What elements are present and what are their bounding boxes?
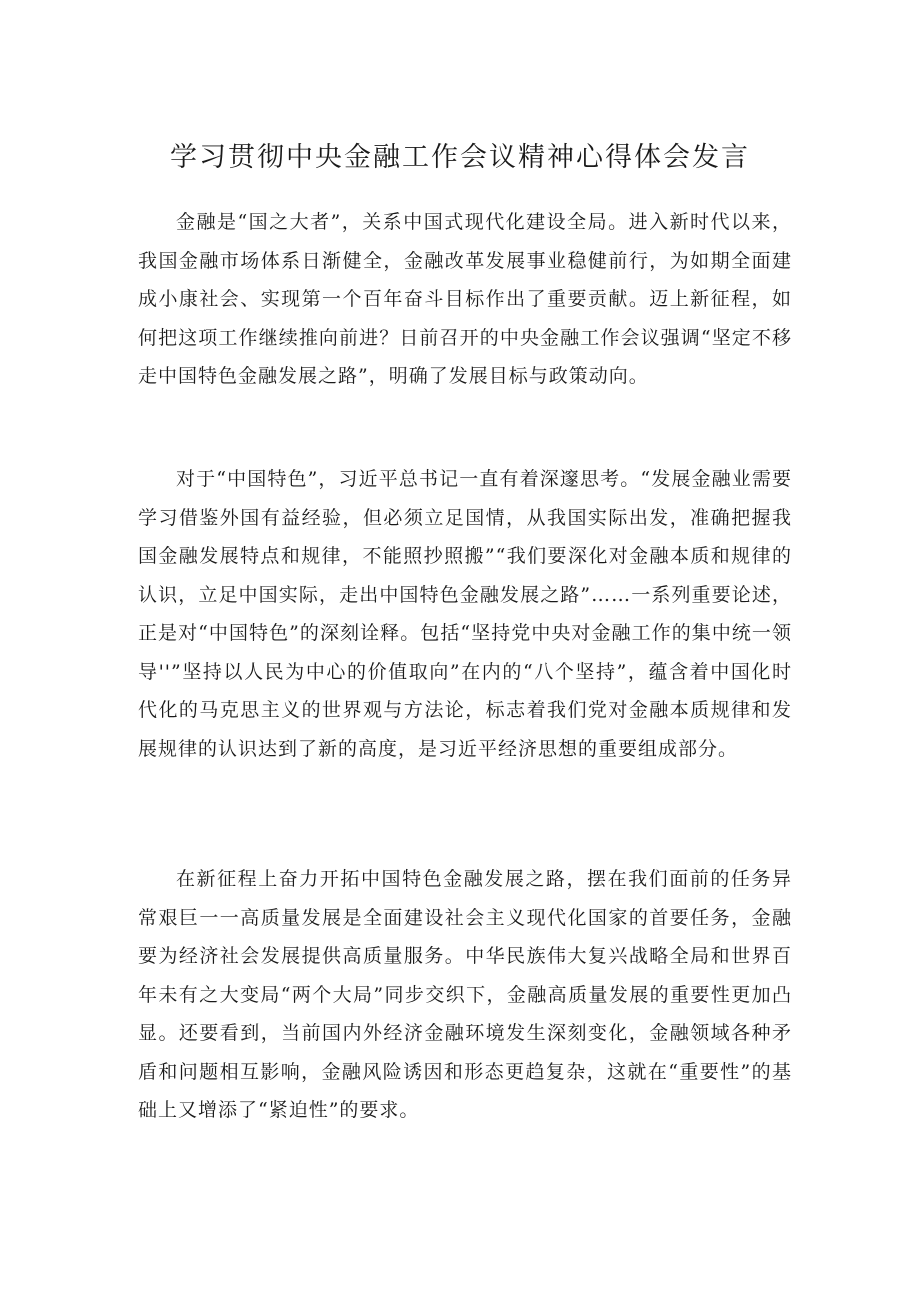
document-title: 学习贯彻中央金融工作会议精神心得体会发言 xyxy=(170,142,750,173)
paragraph-3: 在新征程上奋力开拓中国特色金融发展之路，摆在我们面前的任务异常艰巨一一高质量发展是全面建设社会主义现代化国家的首要任务，金融要为经济社会发展提供高质量服务。中华民族伟大复兴战略全局和世界百年未有之大变局“两个大局”同步交织下，金融高质量发展的重要性更加凸显。还要看到，当前国内外经济金融环境发生深刻变化，金融领域各种矛盾和问题相互影响，金融风险诱因和形态更趋复杂，这就在“重要性”的基础上又增添了“紧迫性”的要求。 xyxy=(138,868,792,1121)
paragraph-2: 对于“中国特色”，习近平总书记一直有着深邃思考。“发展金融业需要学习借鉴外国有益经验，但必须立足国情，从我国实际出发，准确把握我国金融发展特点和规律，不能照抄照搬”“我们要深化对金融本质和规律的认识，立足中国实际，走出中国特色金融发展之路”……一系列重要论述，正是对“中国特色”的深刻诠释。包括“坚持党中央对金融工作的集中统一领导''”坚持以人民为中心的价值取向”在内的“八个坚持”，蕴含着中国化时代化的马克思主义的世界观与方法论，标志着我们党对金融本质规律和发展规律的认识达到了新的高度，是习近平经济思想的重要组成部分。 xyxy=(138,468,792,760)
paragraph-1: 金融是“国之大者”，关系中国式现代化建设全局。进入新时代以来，我国金融市场体系日渐健全，金融改革发展事业稳健前行，为如期全面建成小康社会、实现第一个百年奋斗目标作出了重要贡献。迈上新征程，如何把这项工作继续推向前进？日前召开的中央金融工作会议强调“坚定不移走中国特色金融发展之路”，明确了发展目标与政策动向。 xyxy=(138,211,792,387)
